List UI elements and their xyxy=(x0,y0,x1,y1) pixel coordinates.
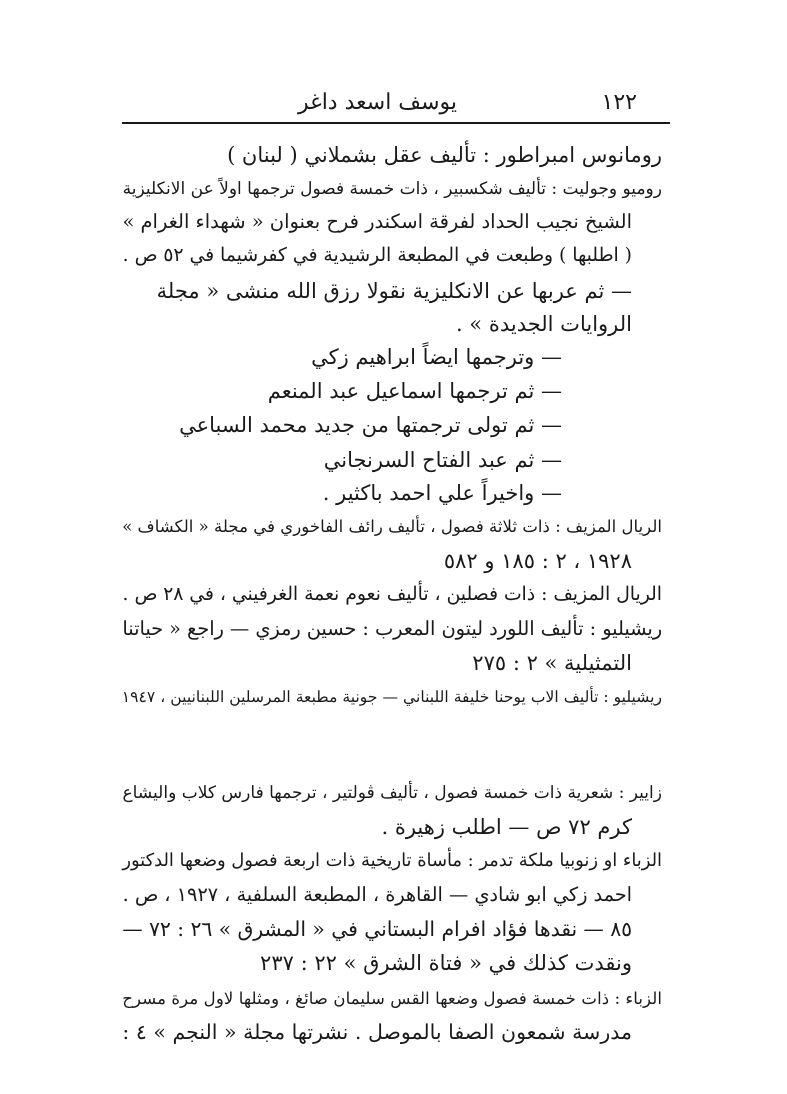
text-line: الزباء او زنوبيا ملكة تدمر : مأساة تاريخية ذات اربعة فصول وضعها الدكتور xyxy=(122,850,662,871)
text-line: — ثم تولى ترجمتها من جديد محمد السباعي xyxy=(179,413,562,437)
text-line: ريشيليو : تأليف اللورد ليتون المعرب : حسين رمزي — راجع « حياتنا xyxy=(122,617,662,640)
text-line: الروايات الجديدة » . xyxy=(455,312,632,336)
text-line: روميو وجوليت : تأليف شكسبير ، ذات خمسة فصول ترجمها اولاً عن الانكليزية xyxy=(122,179,662,199)
text-line: ٨٥ — نقدها فؤاد افرام البستاني في « المشرق » ٢٦ : ٧٢ — xyxy=(122,917,632,941)
text-line: ونقدت كذلك في « فتاة الشرق » ٢٢ : ٢٣٧ xyxy=(260,951,632,975)
text-line: — ثم ترجمها اسماعيل عبد المنعم xyxy=(267,379,562,403)
text-line: ريشيليو : تأليف الاب يوحنا خليفة اللبناني — جونية مطبعة المرسلين اللبنانيين ، ١٩٤٧ xyxy=(121,688,662,706)
text-line: الريال المزيف : ذات فصلين ، تأليف نعوم نعمة الغرفيني ، في ٢٨ ص . xyxy=(122,584,662,605)
text-line: احمد زكي ابو شادي — القاهرة ، المطبعة السلفية ، ١٩٢٧ ، ص . xyxy=(122,883,632,906)
page-number: ١٢٢ xyxy=(601,90,637,115)
text-line: — ثم عربها عن الانكليزية نقولا رزق الله منشى « مجلة xyxy=(156,279,632,303)
text-line: — واخيراً علي احمد باكثير . xyxy=(322,481,562,505)
text-line: ١٩٢٨ ، ٢ : ١٨٥ و ٥٨٢ xyxy=(443,549,632,573)
text-line: الزباء : ذات خمسة فصول وضعها القس سليمان صائغ ، ومثلها لاول مرة مسرح xyxy=(122,988,662,1008)
text-line: الريال المزيف : ذات ثلاثة فصول ، تأليف رائف الفاخوري في مجلة « الكشاف » xyxy=(122,517,662,536)
text-line: كرم ٧٢ ص — اطلب زهيرة . xyxy=(381,815,632,839)
text-line: الشيخ نجيب الحداد لفرقة اسكندر فرح بعنوان « شهداء الغرام » xyxy=(122,210,632,233)
text-line: مدرسة شمعون الصفا بالموصل . نشرتها مجلة « النجم » ٤ : xyxy=(122,1020,632,1044)
text-line: رومانوس امبراطور : تأليف عقل بشملاني ( لبنان ) xyxy=(227,143,662,167)
running-header-title: يوسف اسعد داغر xyxy=(298,90,457,115)
text-line: — ثم عبد الفتاح السرنجاني xyxy=(323,448,562,472)
text-line: — وترجمها ايضاً ابراهيم زكي xyxy=(311,345,562,369)
text-line: زايير : شعرية ذات خمسة فصول ، تأليف ڤولتير ، ترجمها فارس كلاب واليشاع xyxy=(122,783,662,803)
text-line: ( اطلبها ) وطبعت في المطبعة الرشيدية في كفرشيما في ٥٢ ص . xyxy=(122,245,632,266)
header-rule xyxy=(122,122,670,124)
text-line: التمثيلية » ٢ : ٢٧٥ xyxy=(472,651,632,675)
